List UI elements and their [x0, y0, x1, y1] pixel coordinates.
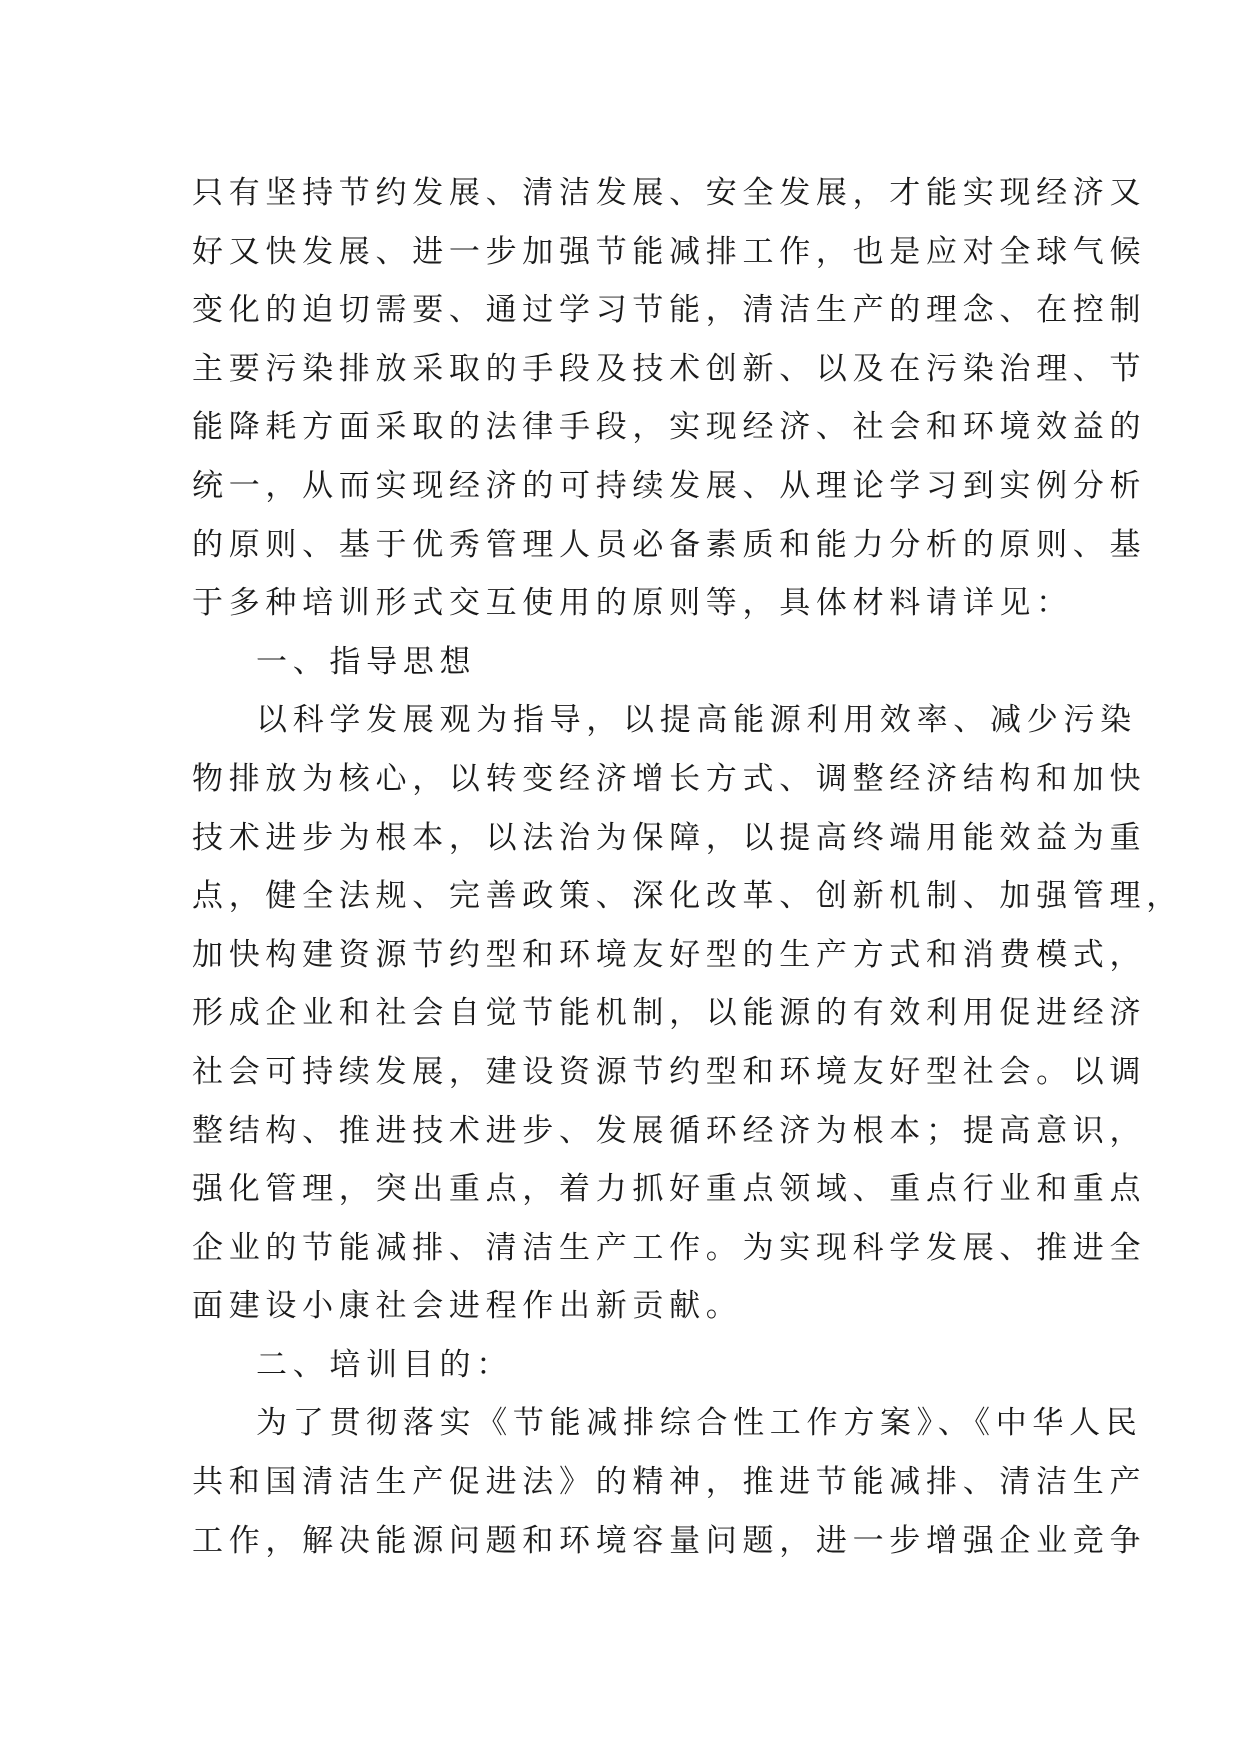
- text-line: 点，健全法规、完善政策、深化改革、创新机制、加强管理，: [192, 878, 1183, 915]
- text-line: 二、培训目的：: [256, 1346, 513, 1383]
- text-line: 好又快发展、进一步加强节能减排工作，也是应对全球气候: [192, 233, 1147, 270]
- text-line: 物排放为核心，以转变经济增长方式、调整经济结构和加快: [192, 760, 1147, 797]
- text-line: 社会可持续发展，建设资源节约型和环境友好型社会。以调: [192, 1053, 1147, 1090]
- text-line: 工作，解决能源问题和环境容量问题，进一步增强企业竞争: [192, 1522, 1147, 1559]
- text-line: 企业的节能减排、清洁生产工作。为实现科学发展、推进全: [192, 1229, 1147, 1266]
- text-line: 能降耗方面采取的法律手段，实现经济、社会和环境效益的: [192, 409, 1147, 446]
- text-line: 加快构建资源节约型和环境友好型的生产方式和消费模式，: [192, 936, 1147, 973]
- text-line: 整结构、推进技术进步、发展循环经济为根本；提高意识，: [192, 1112, 1147, 1149]
- text-line: 强化管理，突出重点，着力抓好重点领域、重点行业和重点: [192, 1171, 1147, 1208]
- text-line: 统一，从而实现经济的可持续发展、从理论学习到实例分析: [192, 467, 1147, 504]
- text-line: 于多种培训形式交互使用的原则等，具体材料请详见：: [192, 585, 1073, 622]
- text-line: 变化的迫切需要、通过学习节能，清洁生产的理念、在控制: [192, 292, 1147, 329]
- document-body: [192, 164, 1183, 1570]
- text-line: 技术进步为根本，以法治为保障，以提高终端用能效益为重: [192, 819, 1147, 856]
- text-line: 形成企业和社会自觉节能机制，以能源的有效利用促进经济: [192, 995, 1147, 1032]
- text-line: 为了贯彻落实《节能减排综合性工作方案》、《中华人民: [256, 1405, 1143, 1442]
- text-line: 主要污染排放采取的手段及技术创新、以及在污染治理、节: [192, 350, 1147, 387]
- text-line: 面建设小康社会进程作出新贡献。: [192, 1288, 743, 1325]
- text-line: 共和国清洁生产促进法》的精神，推进节能减排、清洁生产: [192, 1464, 1147, 1501]
- text-line: 以科学发展观为指导，以提高能源利用效率、减少污染: [256, 702, 1137, 739]
- text-line: 只有坚持节约发展、清洁发展、安全发展，才能实现经济又: [192, 175, 1147, 211]
- text-line: 一、指导思想: [256, 643, 477, 680]
- text-line: 的原则、基于优秀管理人员必备素质和能力分析的原则、基: [192, 526, 1147, 563]
